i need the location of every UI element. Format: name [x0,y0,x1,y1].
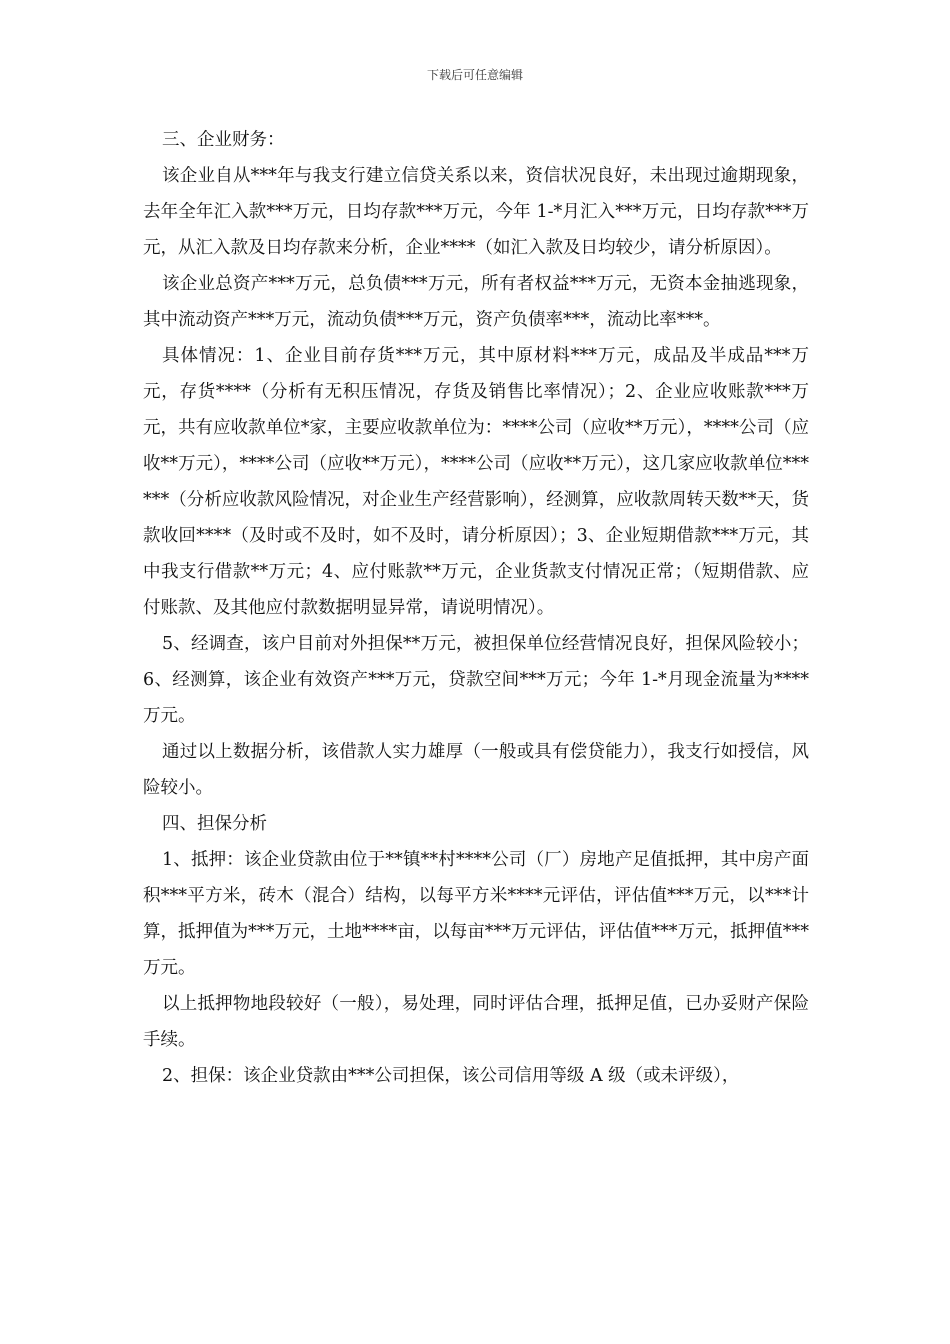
paragraph-assets: 该企业总资产***万元，总负债***万元，所有者权益***万元，无资本金抽逃现象，其中流动资产***万元，流动负债***万元，资产负债率***，流动比率***。 [143,274,809,330]
paragraph-guarantee-survey: 5、经调查，该户目前对外担保**万元，被担保单位经营情况良好，担保风险较小；6、经测算，该企业有效资产***万元，贷款空间***万元；今年 1-*月现金流量为****万元。 [143,634,809,726]
paragraph-credit-history: 该企业自从***年与我支行建立信贷关系以来，资信状况良好，未出现过逾期现象，去年全年汇入款***万元，日均存款***万元，今年 1-*月汇入***万元，日均存款***万元，从汇入款及日均存款来分析，企业****（如汇入款及日均较少，请分析原因）。 [143,166,809,258]
paragraph-conclusion: 通过以上数据分析，该借款人实力雄厚（一般或具有偿贷能力），我支行如授信，风险较小。 [143,742,809,798]
paragraph-details: 具体情况：1、企业目前存货***万元，其中原材料***万元，成品及半成品***万元，存货****（分析有无积压情况，存货及销售比率情况）；2、企业应收账款***万元，共有应收款单位*家，主要应收款单位为：****公司（应收**万元），****公司（应收**万元），****公司（应收**万元），****公司（应收**万元），这几家应收款单位******（分析应收款风险情况，对企业生产经营影响），经测算，应收款周转天数**天，货款收回****（及时或不及时，如不及时，请分析原因）；3、企业短期借款***万元，其中我支行借款**万元；4、应付账款**万元，企业货款支付情况正常；（短期借款、应付账款、及其他应付款数据明显异常，请说明情况）。 [143,346,809,618]
paragraph-guarantor: 2、担保：该企业贷款由***公司担保，该公司信用等级 A 级（或未评级）， [162,1066,740,1086]
document-body [143,122,809,1094]
page-header: 下载后可任意编辑 [426,68,523,82]
paragraph-mortgage: 1、抵押：该企业贷款由位于**镇**村****公司（厂）房地产足值抵押，其中房产面积***平方米，砖木（混合）结构，以每平方米****元评估，评估值***万元，以***计算，抵押值为***万元，土地****亩，以每亩***万元评估，评估值***万元，抵押值***万元。 [143,850,809,978]
section-heading-finance: 三、企业财务： [162,130,285,150]
paragraph-mortgage-summary: 以上抵押物地段较好（一般），易处理，同时评估合理，抵押足值，已办妥财产保险手续。 [143,994,809,1050]
section-heading-guarantee: 四、担保分析 [162,814,267,834]
